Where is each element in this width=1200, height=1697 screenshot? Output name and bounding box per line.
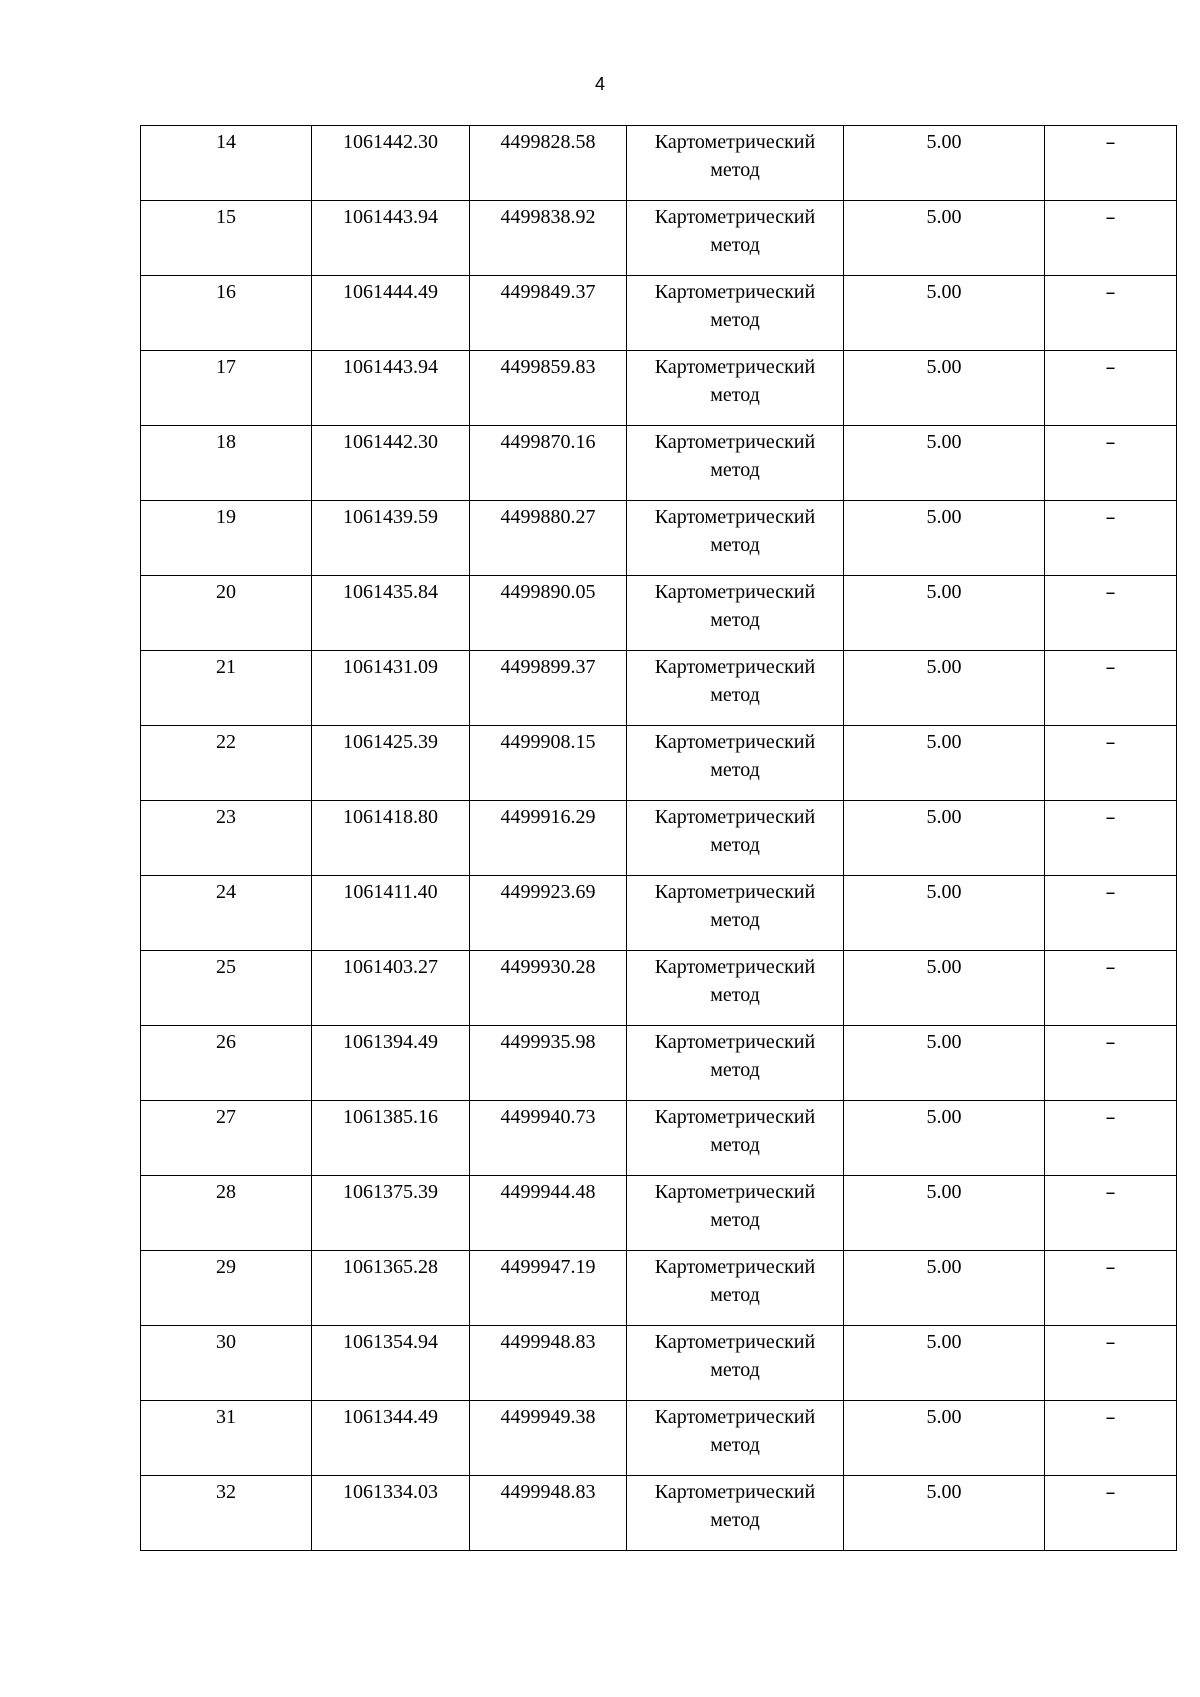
- point-number-cell: 18: [141, 426, 312, 501]
- accuracy-cell: 5.00: [844, 951, 1045, 1026]
- x-coordinate-cell: 1061375.39: [312, 1176, 470, 1251]
- y-coordinate-cell: 4499930.28: [470, 951, 627, 1026]
- y-coordinate-cell: 4499948.83: [470, 1326, 627, 1401]
- accuracy-cell: 5.00: [844, 1326, 1045, 1401]
- note-cell: –: [1045, 951, 1177, 1026]
- x-coordinate-cell: 1061425.39: [312, 726, 470, 801]
- note-cell: –: [1045, 1401, 1177, 1476]
- accuracy-cell: 5.00: [844, 1026, 1045, 1101]
- accuracy-cell: 5.00: [844, 801, 1045, 876]
- x-coordinate-cell: 1061443.94: [312, 201, 470, 276]
- table-row: [141, 1101, 1177, 1176]
- table-row: [141, 876, 1177, 951]
- table-row: [141, 1401, 1177, 1476]
- x-coordinate-cell: 1061403.27: [312, 951, 470, 1026]
- point-number-cell: 14: [141, 126, 312, 201]
- table-row: [141, 1026, 1177, 1101]
- accuracy-cell: 5.00: [844, 1251, 1045, 1326]
- accuracy-cell: 5.00: [844, 1176, 1045, 1251]
- x-coordinate-cell: 1061344.49: [312, 1401, 470, 1476]
- table-row: [141, 576, 1177, 651]
- accuracy-cell: 5.00: [844, 351, 1045, 426]
- y-coordinate-cell: 4499948.83: [470, 1476, 627, 1551]
- point-number-cell: 25: [141, 951, 312, 1026]
- note-cell: –: [1045, 801, 1177, 876]
- method-cell: Картометрический метод: [627, 1101, 844, 1176]
- point-number-cell: 15: [141, 201, 312, 276]
- point-number-cell: 31: [141, 1401, 312, 1476]
- table-row: [141, 1476, 1177, 1551]
- x-coordinate-cell: 1061411.40: [312, 876, 470, 951]
- point-number-cell: 28: [141, 1176, 312, 1251]
- note-cell: –: [1045, 1326, 1177, 1401]
- y-coordinate-cell: 4499880.27: [470, 501, 627, 576]
- accuracy-cell: 5.00: [844, 1101, 1045, 1176]
- accuracy-cell: 5.00: [844, 1476, 1045, 1551]
- x-coordinate-cell: 1061442.30: [312, 426, 470, 501]
- y-coordinate-cell: 4499859.83: [470, 351, 627, 426]
- point-number-cell: 16: [141, 276, 312, 351]
- method-cell: Картометрический метод: [627, 726, 844, 801]
- method-cell: Картометрический метод: [627, 1026, 844, 1101]
- point-number-cell: 24: [141, 876, 312, 951]
- note-cell: –: [1045, 426, 1177, 501]
- note-cell: –: [1045, 501, 1177, 576]
- table-row: [141, 951, 1177, 1026]
- x-coordinate-cell: 1061444.49: [312, 276, 470, 351]
- x-coordinate-cell: 1061442.30: [312, 126, 470, 201]
- method-cell: Картометрический метод: [627, 276, 844, 351]
- note-cell: –: [1045, 576, 1177, 651]
- y-coordinate-cell: 4499908.15: [470, 726, 627, 801]
- point-number-cell: 30: [141, 1326, 312, 1401]
- point-number-cell: 29: [141, 1251, 312, 1326]
- note-cell: –: [1045, 276, 1177, 351]
- x-coordinate-cell: 1061418.80: [312, 801, 470, 876]
- coordinates-table-body: [141, 126, 1177, 1551]
- accuracy-cell: 5.00: [844, 576, 1045, 651]
- x-coordinate-cell: 1061365.28: [312, 1251, 470, 1326]
- x-coordinate-cell: 1061334.03: [312, 1476, 470, 1551]
- accuracy-cell: 5.00: [844, 651, 1045, 726]
- page-number: 4: [594, 74, 605, 94]
- y-coordinate-cell: 4499940.73: [470, 1101, 627, 1176]
- note-cell: –: [1045, 1251, 1177, 1326]
- table-row: [141, 426, 1177, 501]
- note-cell: –: [1045, 1026, 1177, 1101]
- note-cell: –: [1045, 201, 1177, 276]
- point-number-cell: 32: [141, 1476, 312, 1551]
- method-cell: Картометрический метод: [627, 1326, 844, 1401]
- point-number-cell: 21: [141, 651, 312, 726]
- point-number-cell: 20: [141, 576, 312, 651]
- accuracy-cell: 5.00: [844, 501, 1045, 576]
- note-cell: –: [1045, 126, 1177, 201]
- method-cell: Картометрический метод: [627, 1251, 844, 1326]
- y-coordinate-cell: 4499890.05: [470, 576, 627, 651]
- method-cell: Картометрический метод: [627, 576, 844, 651]
- method-cell: Картометрический метод: [627, 351, 844, 426]
- y-coordinate-cell: 4499947.19: [470, 1251, 627, 1326]
- y-coordinate-cell: 4499923.69: [470, 876, 627, 951]
- note-cell: –: [1045, 726, 1177, 801]
- point-number-cell: 19: [141, 501, 312, 576]
- method-cell: Картометрический метод: [627, 1476, 844, 1551]
- y-coordinate-cell: 4499849.37: [470, 276, 627, 351]
- point-number-cell: 17: [141, 351, 312, 426]
- y-coordinate-cell: 4499870.16: [470, 426, 627, 501]
- method-cell: Картометрический метод: [627, 651, 844, 726]
- accuracy-cell: 5.00: [844, 126, 1045, 201]
- y-coordinate-cell: 4499838.92: [470, 201, 627, 276]
- method-cell: Картометрический метод: [627, 876, 844, 951]
- x-coordinate-cell: 1061443.94: [312, 351, 470, 426]
- method-cell: Картометрический метод: [627, 801, 844, 876]
- note-cell: –: [1045, 876, 1177, 951]
- table-row: [141, 651, 1177, 726]
- table-row: [141, 801, 1177, 876]
- x-coordinate-cell: 1061439.59: [312, 501, 470, 576]
- point-number-cell: 23: [141, 801, 312, 876]
- table-row: [141, 351, 1177, 426]
- y-coordinate-cell: 4499949.38: [470, 1401, 627, 1476]
- y-coordinate-cell: 4499899.37: [470, 651, 627, 726]
- accuracy-cell: 5.00: [844, 876, 1045, 951]
- point-number-cell: 26: [141, 1026, 312, 1101]
- method-cell: Картометрический метод: [627, 1401, 844, 1476]
- method-cell: Картометрический метод: [627, 501, 844, 576]
- accuracy-cell: 5.00: [844, 426, 1045, 501]
- y-coordinate-cell: 4499944.48: [470, 1176, 627, 1251]
- point-number-cell: 27: [141, 1101, 312, 1176]
- note-cell: –: [1045, 1176, 1177, 1251]
- table-row: [141, 201, 1177, 276]
- accuracy-cell: 5.00: [844, 276, 1045, 351]
- method-cell: Картометрический метод: [627, 951, 844, 1026]
- note-cell: –: [1045, 651, 1177, 726]
- note-cell: –: [1045, 1101, 1177, 1176]
- y-coordinate-cell: 4499935.98: [470, 1026, 627, 1101]
- note-cell: –: [1045, 1476, 1177, 1551]
- accuracy-cell: 5.00: [844, 201, 1045, 276]
- y-coordinate-cell: 4499828.58: [470, 126, 627, 201]
- method-cell: Картометрический метод: [627, 1176, 844, 1251]
- method-cell: Картометрический метод: [627, 126, 844, 201]
- table-row: [141, 126, 1177, 201]
- x-coordinate-cell: 1061394.49: [312, 1026, 470, 1101]
- y-coordinate-cell: 4499916.29: [470, 801, 627, 876]
- point-number-cell: 22: [141, 726, 312, 801]
- table-row: [141, 1251, 1177, 1326]
- x-coordinate-cell: 1061431.09: [312, 651, 470, 726]
- x-coordinate-cell: 1061354.94: [312, 1326, 470, 1401]
- table-row: [141, 726, 1177, 801]
- accuracy-cell: 5.00: [844, 1401, 1045, 1476]
- x-coordinate-cell: 1061385.16: [312, 1101, 470, 1176]
- accuracy-cell: 5.00: [844, 726, 1045, 801]
- note-cell: –: [1045, 351, 1177, 426]
- table-row: [141, 276, 1177, 351]
- table-row: [141, 1176, 1177, 1251]
- method-cell: Картометрический метод: [627, 426, 844, 501]
- table-row: [141, 501, 1177, 576]
- method-cell: Картометрический метод: [627, 201, 844, 276]
- coordinates-table: [140, 125, 1177, 1551]
- table-row: [141, 1326, 1177, 1401]
- x-coordinate-cell: 1061435.84: [312, 576, 470, 651]
